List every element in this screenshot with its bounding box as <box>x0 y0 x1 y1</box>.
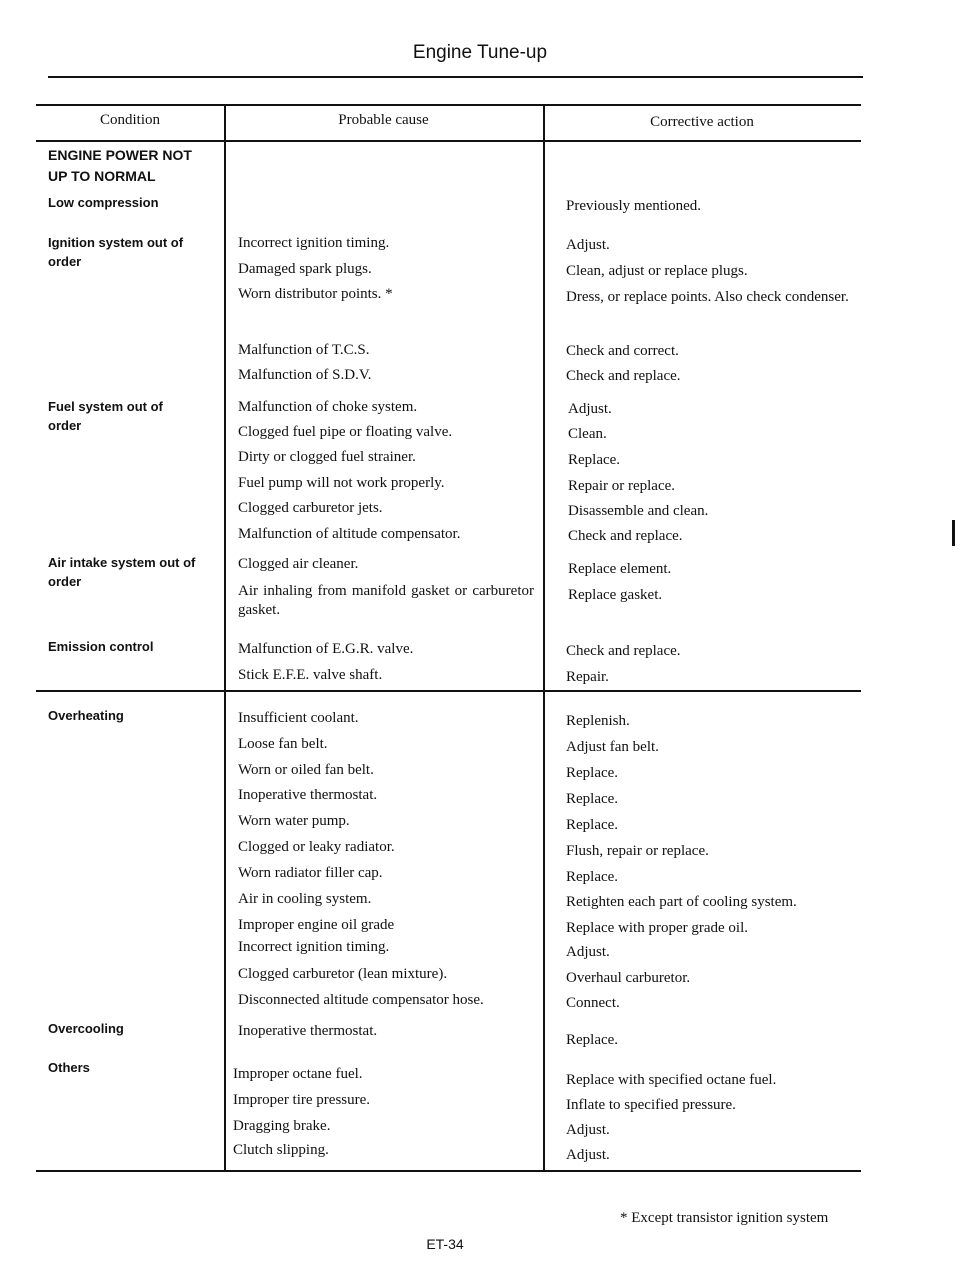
action-item: Previously mentioned. <box>566 198 701 214</box>
action-item: Replace gasket. <box>568 587 663 603</box>
action-item: Adjust. <box>566 237 610 253</box>
cause-item: Incorrect ignition timing. <box>238 235 390 251</box>
action-item: Replace. <box>566 817 619 833</box>
page-number: ET-34 <box>426 1236 464 1252</box>
cause-item: Air in cooling system. <box>238 891 372 907</box>
action-item: Replace with specified octane fuel. <box>566 1072 777 1088</box>
margin-edge-mark <box>952 520 955 546</box>
action-item: Disassemble and clean. <box>568 503 709 519</box>
cause-item: Malfunction of S.D.V. <box>238 367 372 383</box>
action-item: Replace. <box>566 765 619 781</box>
header-rule-bottom <box>36 140 861 142</box>
action-item: Flush, repair or replace. <box>566 843 709 859</box>
action-item: Replace. <box>566 869 619 885</box>
condition-overcooling: Overcooling <box>48 1021 124 1036</box>
cause-item: Improper tire pressure. <box>233 1092 371 1108</box>
condition-ignition-system: Ignition system out of order <box>48 235 184 269</box>
cause-item: Inoperative thermostat. <box>238 787 378 803</box>
section-rule <box>36 690 861 692</box>
condition-overheating: Overheating <box>48 708 124 723</box>
action-item: Repair or replace. <box>568 478 676 494</box>
cause-item: Malfunction of E.G.R. valve. <box>238 641 414 657</box>
condition-low-compression: Low compression <box>48 195 159 210</box>
action-item: Adjust. <box>566 1122 610 1138</box>
cause-item: Worn water pump. <box>238 813 350 829</box>
action-item: Adjust fan belt. <box>566 739 659 755</box>
cause-item: Clogged fuel pipe or floating valve. <box>238 424 453 440</box>
condition-others: Others <box>48 1060 90 1075</box>
cause-item: Improper octane fuel. <box>233 1066 363 1082</box>
page-title: Engine Tune-up <box>412 42 548 63</box>
condition-engine-power: ENGINE POWER NOT UP TO NORMAL <box>48 147 192 184</box>
header-condition: Condition <box>99 112 160 128</box>
action-item: Check and correct. <box>566 343 679 359</box>
action-item: Inflate to specified pressure. <box>566 1097 736 1113</box>
cause-item: Damaged spark plugs. <box>238 261 372 277</box>
action-item: Overhaul carburetor. <box>566 970 691 986</box>
cause-item: Worn distributor points. * <box>238 286 393 302</box>
header-rule-top <box>36 104 861 106</box>
action-item: Adjust. <box>566 1147 610 1163</box>
cause-item: Incorrect ignition timing. <box>238 939 390 955</box>
top-rule <box>48 76 863 78</box>
column-divider-right <box>543 104 545 1170</box>
cause-item: Improper engine oil grade <box>238 917 395 933</box>
cause-item: Worn or oiled fan belt. <box>238 762 374 778</box>
action-item: Connect. <box>566 995 620 1011</box>
cause-item: Stick E.F.E. valve shaft. <box>238 667 383 683</box>
column-divider-left <box>224 104 226 1170</box>
action-item: Clean, adjust or replace plugs. <box>566 263 748 279</box>
action-item: Adjust. <box>568 401 612 417</box>
header-probable-cause: Probable cause <box>338 112 429 128</box>
cause-item: Disconnected altitude compensator hose. <box>238 992 484 1008</box>
action-item: Adjust. <box>566 944 610 960</box>
cause-item: Air inhaling from manifold gasket or carburetor gasket. <box>238 583 534 618</box>
cause-item: Clogged carburetor (lean mixture). <box>238 966 448 982</box>
action-item: Replenish. <box>566 713 630 729</box>
action-item: Repair. <box>566 669 609 685</box>
action-item: Dress, or replace points. Also check condenser. <box>566 289 849 305</box>
cause-item: Clogged carburetor jets. <box>238 500 383 516</box>
action-item: Check and replace. <box>566 643 681 659</box>
cause-item: Clogged air cleaner. <box>238 556 359 572</box>
action-item: Replace. <box>568 452 621 468</box>
cause-item: Inoperative thermostat. <box>238 1023 378 1039</box>
cause-item: Worn radiator filler cap. <box>238 865 383 881</box>
action-item: Replace with proper grade oil. <box>566 920 749 936</box>
cause-item: Insufficient coolant. <box>238 710 359 726</box>
cause-item: Loose fan belt. <box>238 736 328 752</box>
cause-item: Dirty or clogged fuel strainer. <box>238 449 416 465</box>
header-corrective-action: Corrective action <box>650 114 754 130</box>
cause-item: Malfunction of choke system. <box>238 399 418 415</box>
bottom-rule <box>36 1170 861 1172</box>
footnote: * Except transistor ignition system <box>620 1210 829 1226</box>
action-item: Check and replace. <box>566 368 681 384</box>
cause-item: Clutch slipping. <box>233 1142 329 1158</box>
action-item: Replace element. <box>568 561 672 577</box>
action-item: Retighten each part of cooling system. <box>566 894 797 910</box>
condition-fuel-system: Fuel system out of order <box>48 399 163 433</box>
cause-item: Fuel pump will not work properly. <box>238 475 445 491</box>
condition-air-intake: Air intake system out of order <box>48 555 196 589</box>
action-item: Check and replace. <box>568 528 683 544</box>
action-item: Replace. <box>566 1032 619 1048</box>
cause-item: Malfunction of altitude compensator. <box>238 526 461 542</box>
cause-item: Clogged or leaky radiator. <box>238 839 395 855</box>
action-item: Clean. <box>568 426 607 442</box>
cause-item: Malfunction of T.C.S. <box>238 342 370 358</box>
condition-emission-control: Emission control <box>48 639 154 654</box>
action-item: Replace. <box>566 791 619 807</box>
cause-item: Dragging brake. <box>233 1118 331 1134</box>
